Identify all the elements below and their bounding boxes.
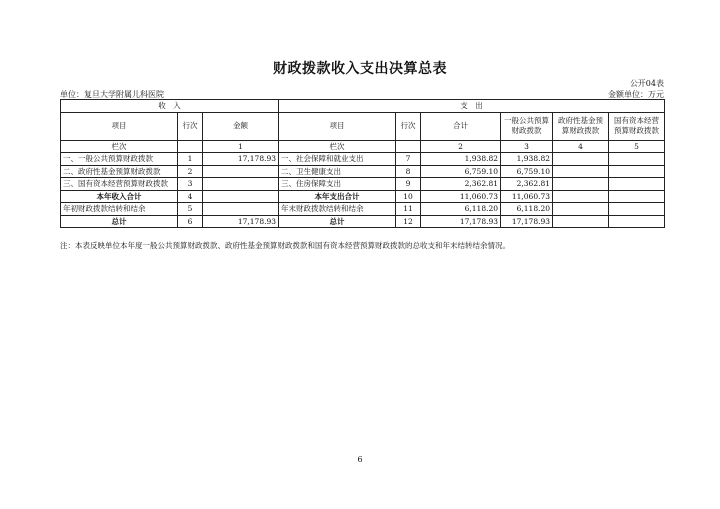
income-item: 二、政府性基金预算财政拨款 [61, 165, 178, 178]
expense-total: 1,938.82 [421, 153, 501, 166]
income-amount [203, 190, 279, 203]
income-row-no: 2 [178, 165, 203, 178]
page-number: 6 [357, 455, 363, 464]
expense-row-no: 7 [396, 153, 421, 166]
column-index-5: 5 [609, 140, 665, 153]
header-general: 一般公共预算财政拨款 [501, 112, 553, 140]
income-item: 一、一般公共预算财政拨款 [61, 153, 178, 166]
header-amount: 金额 [203, 112, 279, 140]
expense-general: 17,178.93 [501, 215, 553, 228]
header-row-no: 行次 [178, 112, 203, 140]
expense-fund [553, 215, 609, 228]
expense-row-no: 12 [396, 215, 421, 228]
expense-section-header: 支 出 [279, 100, 665, 113]
expense-fund [553, 153, 609, 166]
expense-item: 本年支出合计 [279, 190, 396, 203]
income-item: 本年收入合计 [61, 190, 178, 203]
expense-fund [553, 178, 609, 191]
income-item: 三、国有资本经营预算财政拨款 [61, 178, 178, 191]
expense-general: 2,362.81 [501, 178, 553, 191]
income-section-header: 收 入 [61, 100, 279, 113]
expense-total: 6,759.10 [421, 165, 501, 178]
column-label-right: 栏次 [279, 140, 396, 153]
income-item: 总计 [61, 215, 178, 228]
form-code: 公开04表 [629, 79, 664, 88]
expense-item: 三、住房保障支出 [279, 178, 396, 191]
expense-state [609, 190, 665, 203]
income-amount [203, 178, 279, 191]
expense-general: 11,060.73 [501, 190, 553, 203]
expense-state [609, 153, 665, 166]
expense-row-no: 8 [396, 165, 421, 178]
column-index-3: 3 [501, 140, 553, 153]
expense-fund [553, 190, 609, 203]
column-index-1: 1 [203, 140, 279, 153]
amount-unit: 金额单位：万元 [608, 90, 664, 99]
expense-item: 二、卫生健康支出 [279, 165, 396, 178]
expense-total: 11,060.73 [421, 190, 501, 203]
expense-general: 6,759.10 [501, 165, 553, 178]
expense-row-no: 9 [396, 178, 421, 191]
income-row-no: 5 [178, 203, 203, 216]
expense-item: 年末财政拨款结转和结余 [279, 203, 396, 216]
income-row-no: 4 [178, 190, 203, 203]
expense-state [609, 215, 665, 228]
header-item-2: 项目 [279, 112, 396, 140]
expense-row-no: 11 [396, 203, 421, 216]
table-row [61, 153, 665, 166]
expense-state [609, 165, 665, 178]
budget-table [60, 99, 665, 228]
table-row [61, 203, 665, 216]
column-index-empty-2 [396, 140, 421, 153]
income-amount: 17,178.93 [203, 215, 279, 228]
income-row-no: 1 [178, 153, 203, 166]
column-header-row [61, 112, 665, 140]
expense-state [609, 178, 665, 191]
expense-row-no: 10 [396, 190, 421, 203]
expense-item: 总计 [279, 215, 396, 228]
header-state: 国有资本经营预算财政拨款 [609, 112, 665, 140]
expense-total: 6,118.20 [421, 203, 501, 216]
income-amount [203, 203, 279, 216]
expense-general: 6,118.20 [501, 203, 553, 216]
column-index-4: 4 [553, 140, 609, 153]
table-note: 注：本表反映单位本年度一般公共预算财政拨款、政府性基金预算财政拨款和国有资本经营预算财政拨款的总收支和年末结转结余情况。 [60, 241, 510, 250]
page-title: 财政拨款收入支出决算总表 [273, 61, 447, 77]
column-index-empty [178, 140, 203, 153]
income-item: 年初财政拨款结转和结余 [61, 203, 178, 216]
header-fund: 政府性基金预算财政拨款 [553, 112, 609, 140]
expense-general: 1,938.82 [501, 153, 553, 166]
expense-fund [553, 203, 609, 216]
column-index-2: 2 [421, 140, 501, 153]
expense-item: 一、社会保障和就业支出 [279, 153, 396, 166]
table-row [61, 165, 665, 178]
income-row-no: 3 [178, 178, 203, 191]
table-row [61, 190, 665, 203]
table-row [61, 215, 665, 228]
section-header-row [61, 100, 665, 113]
column-label-left: 栏次 [61, 140, 178, 153]
income-amount [203, 165, 279, 178]
table-row [61, 178, 665, 191]
expense-total: 17,178.93 [421, 215, 501, 228]
header-total: 合计 [421, 112, 501, 140]
income-amount: 17,178.93 [203, 153, 279, 166]
header-row-no-2: 行次 [396, 112, 421, 140]
unit-label: 单位：复旦大学附属儿科医院 [60, 90, 164, 99]
column-index-row [61, 140, 665, 153]
header-item: 项目 [61, 112, 178, 140]
expense-total: 2,362.81 [421, 178, 501, 191]
expense-state [609, 203, 665, 216]
expense-fund [553, 165, 609, 178]
income-row-no: 6 [178, 215, 203, 228]
